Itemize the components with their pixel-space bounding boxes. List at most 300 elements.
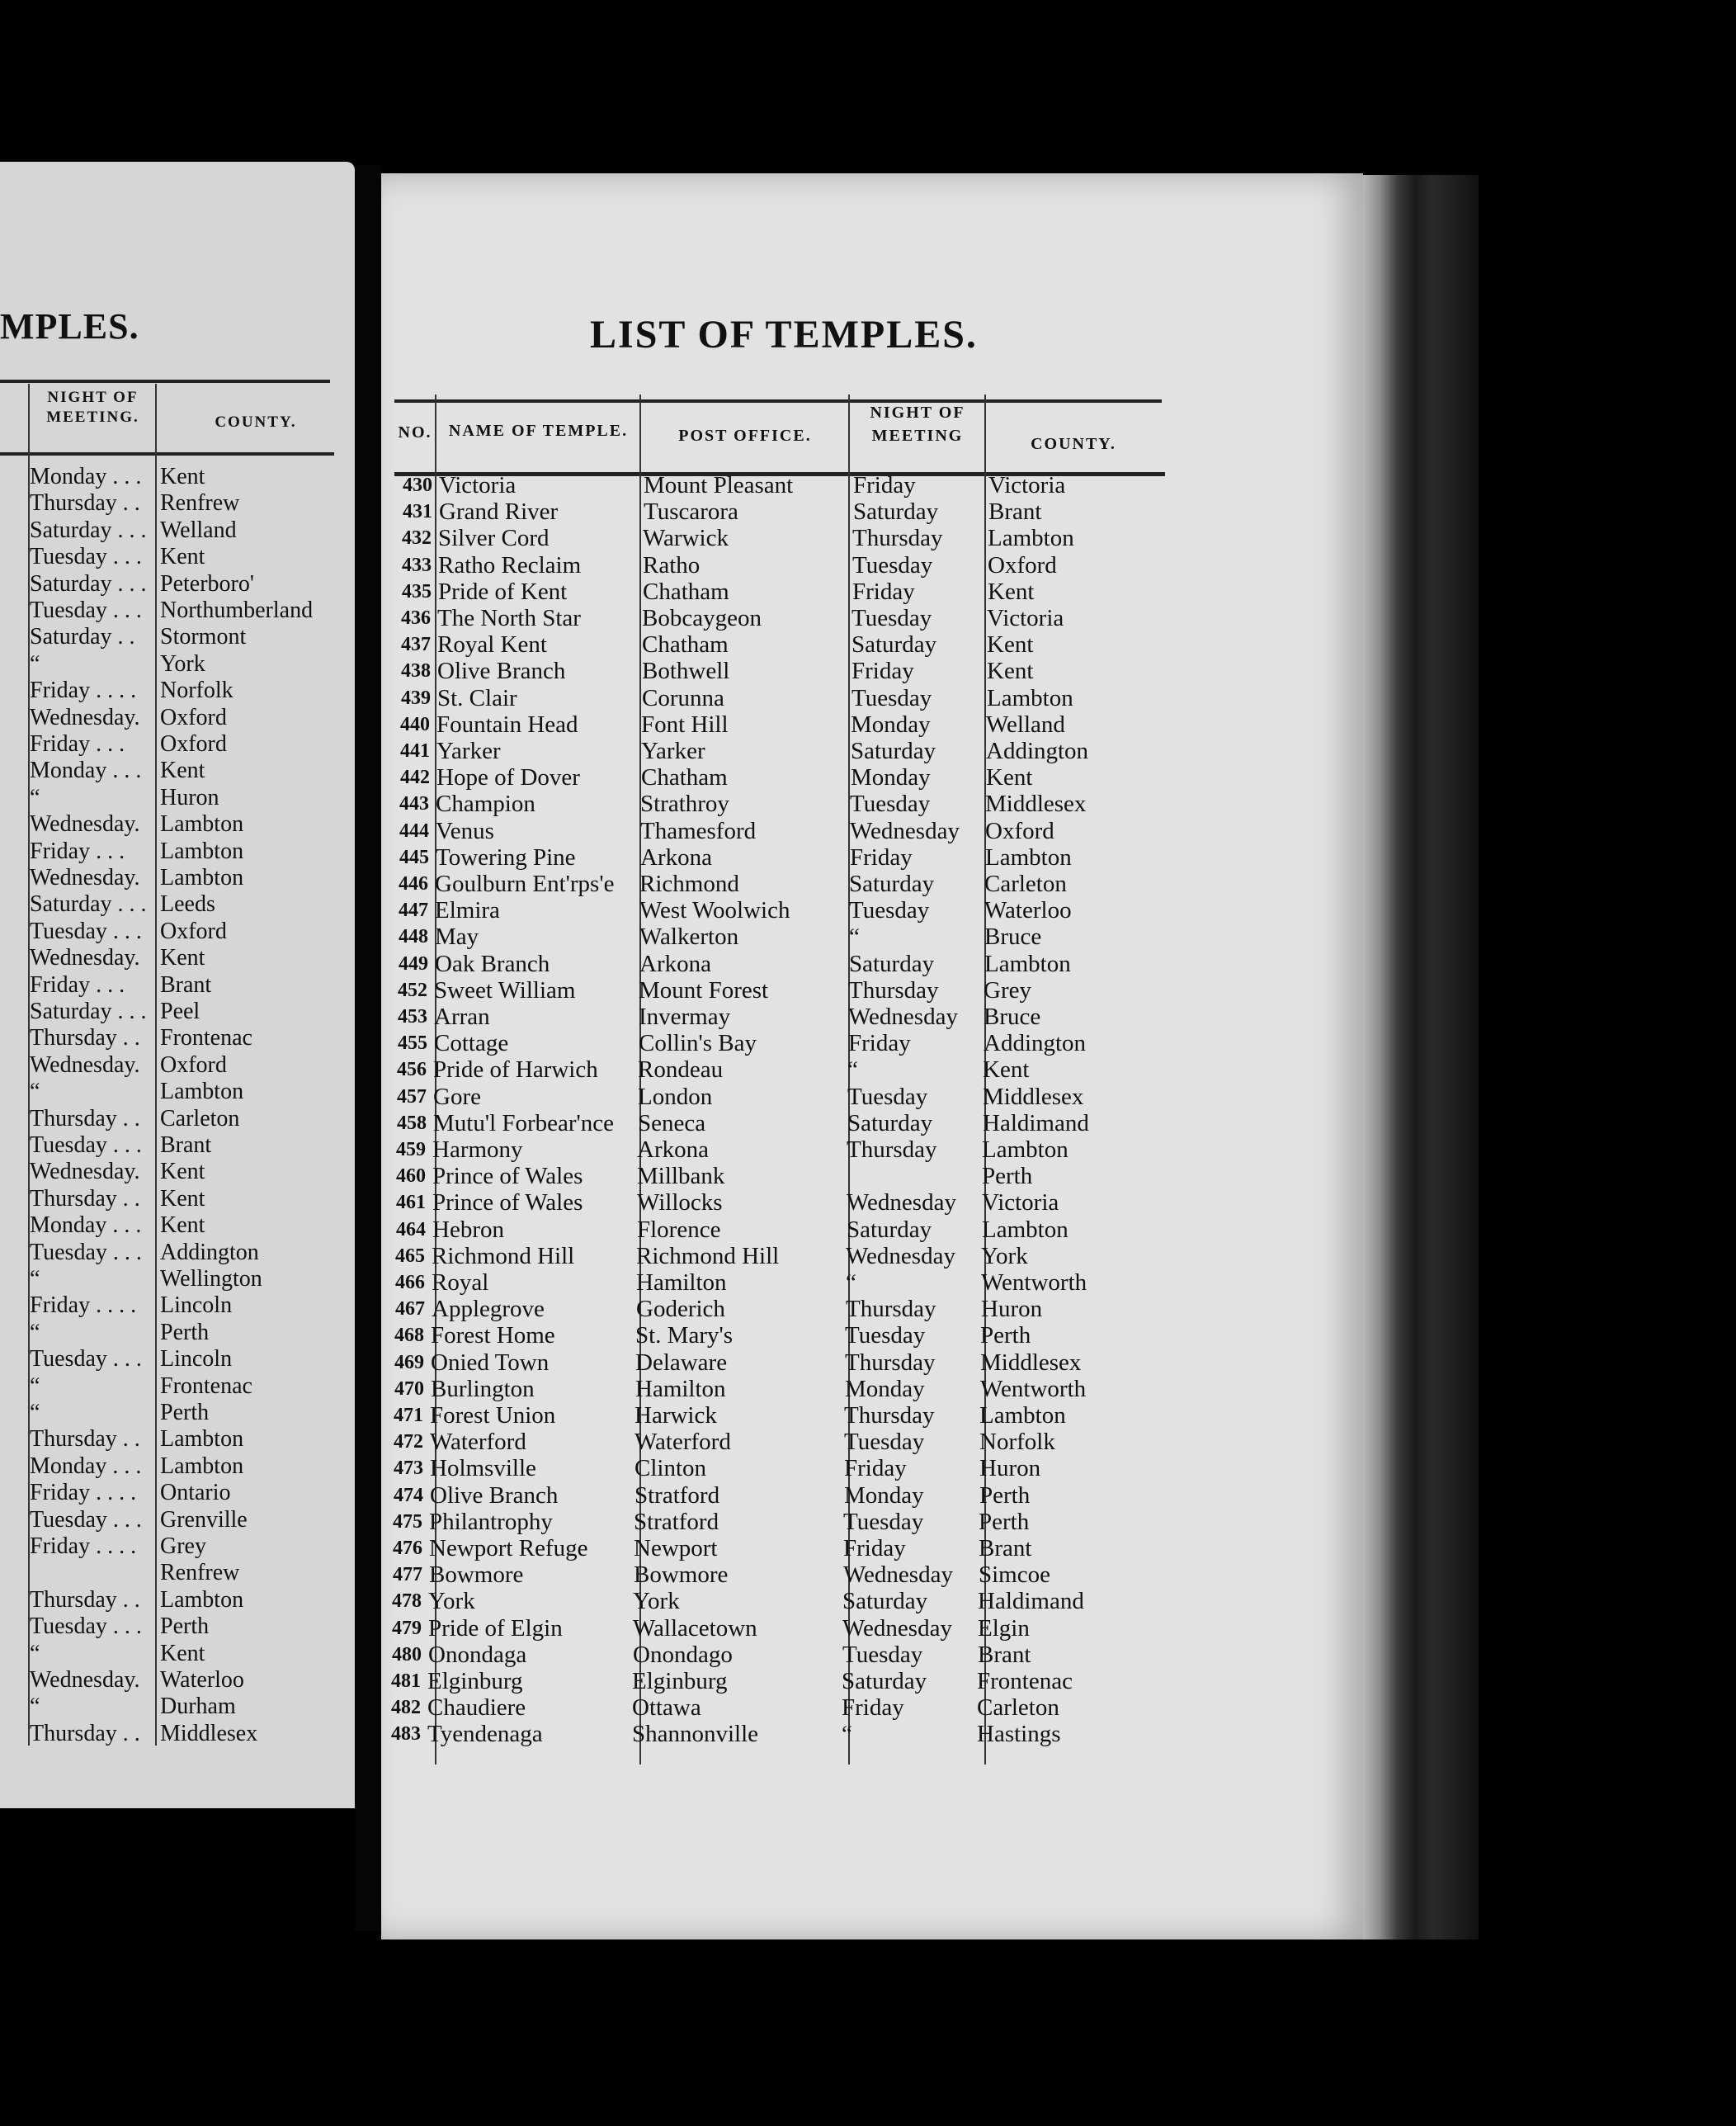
post-office: Richmond Hill (636, 1242, 780, 1269)
left-night-cell: “ (30, 1694, 40, 1720)
post-office: Font Hill (641, 711, 729, 738)
county: Victoria (987, 605, 1064, 631)
county: Brant (979, 1535, 1032, 1561)
post-office: Chatham (642, 631, 729, 659)
post-office: St. Mary's (635, 1322, 734, 1349)
temple-number: 461 (396, 1192, 426, 1214)
left-county-cell: Grenville (160, 1506, 248, 1533)
left-header-county: COUNTY. (215, 413, 297, 431)
left-county-cell: Lambton (160, 811, 244, 838)
county: Wentworth (980, 1375, 1087, 1402)
temple-name: St. Clair (437, 684, 517, 711)
left-county-cell: Peterboro' (160, 570, 254, 597)
left-table-top-rule (0, 380, 330, 383)
temple-number: 474 (394, 1484, 423, 1506)
left-county-cell: Lambton (160, 838, 244, 864)
county: Carleton (984, 871, 1067, 897)
night-of-meeting: Saturday (849, 871, 935, 897)
left-county-cell: Kent (160, 758, 205, 784)
left-night-cell: “ (30, 1400, 40, 1425)
temple-name: Pride of Harwich (433, 1056, 598, 1084)
temple-number: 439 (401, 687, 431, 709)
left-night-cell: Tuesday . . . (30, 598, 142, 623)
left-night-cell: Saturday . . . (30, 570, 147, 597)
temple-number: 436 (401, 607, 431, 629)
left-night-cell: Thursday . . (30, 1185, 140, 1212)
left-county-cell: Lambton (160, 865, 244, 891)
post-office: Arkona (640, 843, 712, 871)
post-office: Rondeau (638, 1056, 724, 1084)
night-of-meeting: “ (842, 1721, 852, 1748)
temple-name: Elmira (435, 897, 500, 924)
temple-number: 438 (401, 660, 431, 683)
left-night-cell: “ (30, 1372, 40, 1399)
temple-name: Royal (432, 1269, 489, 1296)
left-county-cell: Oxford (160, 731, 227, 757)
night-of-meeting: Tuesday (843, 1508, 924, 1535)
temple-number: 471 (394, 1405, 423, 1426)
left-night-cell: Wednesday. (30, 945, 140, 971)
temple-name: The North Star (437, 605, 581, 631)
left-county-cell: Frontenac (160, 1025, 252, 1051)
temple-number: 476 (393, 1538, 422, 1559)
left-night-cell: Tuesday . . . (30, 1506, 142, 1533)
temple-name: Prince of Wales (432, 1163, 583, 1190)
county: Lambton (982, 1216, 1068, 1243)
post-office: Mount Pleasant (644, 472, 794, 498)
county: Hastings (977, 1721, 1061, 1748)
post-office: Waterford (634, 1429, 731, 1456)
left-county-cell: Kent (160, 1185, 205, 1212)
temple-name: Venus (436, 817, 494, 844)
post-office: Shannonville (632, 1721, 759, 1748)
county: York (981, 1242, 1028, 1269)
left-county-cell: Ontario (160, 1480, 231, 1506)
left-county-cell: Oxford (160, 1051, 227, 1078)
county: Grey (984, 976, 1031, 1004)
temple-number: 468 (394, 1325, 424, 1347)
temple-name: Richmond Hill (432, 1242, 575, 1269)
post-office: London (638, 1083, 713, 1110)
night-of-meeting: Tuesday (849, 897, 930, 924)
post-office: Bobcaygeon (642, 605, 762, 631)
night-of-meeting: Tuesday (845, 1322, 926, 1349)
left-county-cell: Wellington (160, 1266, 262, 1292)
night-of-meeting: Wednesday (842, 1614, 952, 1642)
temple-name: Pride of Elgin (428, 1614, 563, 1642)
night-of-meeting: “ (846, 1269, 856, 1296)
post-office: Walkerton (639, 924, 739, 951)
left-county-cell: Renfrew (160, 1560, 240, 1586)
temple-name: Royal Kent (437, 631, 547, 659)
county: Brant (978, 1641, 1031, 1668)
night-of-meeting: “ (847, 1056, 858, 1084)
night-of-meeting: Saturday (851, 738, 936, 764)
night-of-meeting: Monday (845, 1375, 925, 1402)
county: Lambton (985, 843, 1072, 871)
post-office: Strathroy (640, 791, 729, 818)
left-county-cell: Kent (160, 1640, 205, 1666)
temple-number: 466 (395, 1272, 425, 1293)
county: Huron (979, 1455, 1041, 1482)
left-night-cell: Tuesday . . . (30, 544, 142, 570)
temple-name: Cottage (434, 1030, 509, 1057)
night-of-meeting: Saturday (847, 1216, 932, 1243)
night-of-meeting: Saturday (849, 950, 935, 977)
temple-name: Mutu'l Forbear'nce (433, 1109, 615, 1136)
temple-name: Towering Pine (436, 843, 576, 871)
temple-number: 431 (403, 501, 432, 523)
temple-number: 459 (396, 1139, 426, 1160)
left-county-cell: Renfrew (160, 490, 240, 517)
temple-name: Philantrophy (429, 1508, 553, 1535)
night-of-meeting: Saturday (851, 631, 937, 659)
page-title: LIST OF TEMPLES. (590, 313, 978, 357)
left-county-cell: Addington (160, 1239, 259, 1265)
night-of-meeting: Friday (850, 843, 913, 871)
county: Lambton (984, 950, 1071, 977)
county: Bruce (984, 1004, 1041, 1030)
left-night-cell: Thursday . . (30, 1105, 140, 1132)
temple-name: Tyendenaga (427, 1721, 543, 1748)
county: Kent (986, 764, 1033, 791)
night-of-meeting: “ (849, 924, 860, 951)
night-of-meeting: Monday (851, 711, 931, 738)
left-night-cell: “ (30, 1079, 40, 1105)
temple-number: 472 (394, 1431, 423, 1453)
left-night-cell: Friday . . . (30, 731, 125, 757)
temple-name: Applegrove (432, 1296, 545, 1323)
left-table-header-rule (0, 452, 334, 456)
county: Kent (988, 578, 1035, 605)
temple-number: 478 (392, 1590, 422, 1613)
left-county-cell: Oxford (160, 704, 227, 730)
night-of-meeting: Friday (851, 658, 914, 685)
post-office: Millbank (637, 1163, 725, 1190)
left-county-cell: Kent (160, 544, 205, 570)
temple-name: Olive Branch (430, 1481, 559, 1509)
county: Simcoe (979, 1561, 1050, 1589)
header-name: NAME OF TEMPLE. (448, 422, 629, 440)
night-of-meeting: Thursday (848, 976, 939, 1004)
post-office: Collin's Bay (639, 1030, 757, 1057)
county: Kent (987, 631, 1034, 659)
left-night-cell: Friday . . . . (30, 1480, 137, 1506)
left-county-cell: Norfolk (160, 678, 234, 704)
county: Wentworth (981, 1269, 1087, 1296)
left-night-cell: Friday . . . . (30, 1533, 137, 1559)
night-of-meeting: Monday (844, 1481, 924, 1509)
county: Lambton (988, 525, 1074, 552)
night-of-meeting: Thursday (847, 1136, 937, 1163)
left-night-cell: Monday . . . (30, 464, 142, 489)
left-county-cell: Kent (160, 945, 205, 971)
left-night-cell: Wednesday. (30, 1667, 140, 1693)
left-night-cell: Tuesday . . . (30, 918, 142, 944)
temple-number: 447 (399, 900, 428, 922)
left-column-rule (155, 384, 157, 1746)
left-night-cell: “ (30, 1640, 40, 1666)
left-night-cell: Wednesday. (30, 865, 140, 891)
post-office: Bothwell (642, 658, 730, 685)
left-night-cell: Wednesday. (30, 811, 140, 838)
left-county-cell: Northumberland (160, 598, 314, 623)
temple-name: Burlington (431, 1375, 535, 1402)
left-county-cell: Brant (160, 1132, 212, 1158)
left-county-cell: Lincoln (160, 1292, 233, 1319)
temple-name: Bowmore (429, 1561, 524, 1589)
left-night-cell: Thursday . . (30, 1025, 140, 1051)
temple-number: 460 (396, 1165, 426, 1188)
night-of-meeting: Monday (851, 764, 931, 791)
temple-name: Arran (434, 1004, 490, 1030)
left-county-cell: Perth (160, 1319, 210, 1345)
left-night-cell: Tuesday . . . (30, 1346, 142, 1372)
temple-name: Sweet William (434, 976, 576, 1004)
temple-name: Victoria (439, 472, 517, 498)
county: Frontenac (977, 1668, 1073, 1694)
temple-name: York (428, 1588, 475, 1615)
temple-number: 435 (402, 580, 432, 602)
temple-name: Holmsville (430, 1455, 536, 1482)
left-night-cell: Saturday . . . (30, 517, 147, 543)
temple-name: Goulburn Ent'rps'e (435, 871, 615, 897)
post-office: Thamesford (640, 817, 757, 844)
temple-name: Onondaga (428, 1641, 527, 1668)
left-county-cell: Peel (160, 999, 200, 1024)
temple-number: 475 (393, 1510, 422, 1533)
post-office: Seneca (638, 1109, 706, 1136)
post-office: Willocks (637, 1189, 723, 1217)
left-night-cell: Friday . . . (30, 838, 125, 864)
temple-name: Silver Cord (438, 525, 550, 552)
temple-number: 482 (391, 1697, 421, 1719)
left-county-cell: Lambton (160, 1079, 244, 1105)
left-night-cell: Wednesday. (30, 1051, 140, 1078)
night-of-meeting: Thursday (852, 525, 943, 552)
left-night-cell: Tuesday . . . (30, 1613, 142, 1640)
post-office: Arkona (639, 950, 711, 977)
post-office: Florence (637, 1216, 721, 1243)
post-office: Stratford (634, 1508, 719, 1535)
night-of-meeting: Saturday (847, 1109, 933, 1136)
left-county-cell: Welland (160, 517, 237, 543)
night-of-meeting: Thursday (846, 1296, 936, 1323)
post-office: Hamilton (635, 1375, 726, 1402)
county: Haldimand (978, 1588, 1084, 1615)
temple-number: 456 (397, 1059, 427, 1081)
left-night-cell: Tuesday . . . (30, 1132, 142, 1158)
temple-number: 481 (391, 1670, 421, 1692)
county: Lambton (987, 684, 1073, 711)
temple-number: 477 (393, 1564, 422, 1586)
post-office: Newport (634, 1535, 718, 1561)
temple-number: 458 (397, 1112, 427, 1134)
temple-number: 473 (394, 1457, 423, 1480)
post-office: Chatham (643, 578, 729, 605)
night-of-meeting: Wednesday (848, 1004, 958, 1030)
night-of-meeting: Saturday (842, 1668, 927, 1694)
night-of-meeting: Saturday (853, 498, 939, 526)
night-of-meeting: Tuesday (851, 684, 932, 711)
post-office: Invermay (639, 1004, 731, 1030)
temple-name: Yarker (436, 738, 501, 764)
temple-number: 442 (400, 767, 430, 789)
post-office: Stratford (634, 1481, 720, 1509)
left-county-cell: Lincoln (160, 1346, 233, 1372)
temple-number: 480 (392, 1643, 422, 1665)
night-of-meeting: Wednesday (847, 1189, 956, 1217)
county: Oxford (988, 551, 1057, 579)
county: Carleton (977, 1694, 1059, 1722)
county: Welland (986, 711, 1065, 738)
left-night-cell: Thursday . . (30, 1426, 140, 1453)
county: Norfolk (979, 1429, 1055, 1456)
temple-number: 453 (398, 1006, 427, 1028)
night-of-meeting: Tuesday (850, 791, 931, 818)
temple-number: 433 (402, 554, 432, 576)
county: Perth (979, 1508, 1030, 1535)
left-night-cell: Saturday . . . (30, 999, 147, 1024)
county: Brant (988, 498, 1042, 526)
temple-name: Champion (436, 791, 535, 818)
night-of-meeting: Friday (843, 1535, 906, 1561)
temple-name: Olive Branch (437, 658, 566, 685)
left-county-cell: Brant (160, 971, 212, 998)
left-county-cell: Durham (160, 1694, 236, 1720)
night-of-meeting: Thursday (844, 1402, 935, 1429)
night-of-meeting: Friday (852, 578, 915, 605)
temple-name: Forest Home (431, 1322, 555, 1349)
left-county-cell: Frontenac (160, 1372, 252, 1399)
night-of-meeting: Saturday (842, 1588, 928, 1615)
post-office: Hamilton (636, 1269, 727, 1296)
post-office: Yarker (641, 738, 705, 764)
left-night-cell: Saturday . . . (30, 891, 147, 918)
county: Haldimand (983, 1109, 1089, 1136)
county: Waterloo (984, 897, 1072, 924)
header-night: NIGHT OF MEETING (870, 404, 965, 445)
post-office: Corunna (642, 684, 724, 711)
post-office: Mount Forest (639, 976, 769, 1004)
temple-name: Harmony (432, 1136, 523, 1163)
post-office: York (633, 1588, 680, 1615)
table-top-rule (394, 399, 1162, 403)
temple-number: 443 (399, 793, 429, 815)
post-office: Chatham (641, 764, 728, 791)
left-page-title: MPLES. (0, 306, 139, 347)
page-edge (1363, 175, 1479, 1939)
night-of-meeting: Friday (848, 1030, 911, 1057)
county: Perth (982, 1163, 1033, 1190)
left-night-cell: “ (30, 650, 40, 677)
post-office: Harwick (634, 1402, 717, 1429)
temple-number: 440 (400, 713, 430, 735)
left-county-cell: Stormont (160, 624, 247, 650)
temple-number: 483 (391, 1723, 421, 1746)
left-county-cell: Kent (160, 464, 205, 489)
county: Elgin (978, 1614, 1030, 1642)
temple-number: 437 (401, 634, 431, 656)
county: Victoria (988, 472, 1066, 498)
night-of-meeting: Friday (853, 472, 916, 498)
left-night-cell: Monday . . . (30, 758, 142, 784)
left-county-cell: York (160, 650, 205, 677)
post-office: West Woolwich (639, 897, 790, 924)
left-night-cell: Monday . . . (30, 1453, 142, 1479)
temple-number: 479 (392, 1617, 422, 1639)
left-night-cell: Saturday . . (30, 624, 135, 650)
left-night-cell: Friday . . . (30, 971, 125, 998)
book-gutter (355, 165, 381, 1931)
post-office: Richmond (639, 871, 739, 897)
left-night-cell: “ (30, 784, 40, 810)
left-county-cell: Perth (160, 1400, 210, 1425)
temple-name: Onied Town (431, 1349, 550, 1376)
post-office: Delaware (635, 1349, 728, 1376)
left-night-cell: Thursday . . (30, 1720, 140, 1746)
county: Middlesex (985, 791, 1087, 818)
county: Victoria (982, 1189, 1059, 1217)
night-of-meeting: Tuesday (842, 1641, 923, 1668)
temple-name: Waterford (430, 1429, 526, 1456)
left-night-cell: Thursday . . (30, 1586, 140, 1613)
post-office: Warwick (643, 525, 729, 552)
temple-number: 449 (399, 952, 428, 975)
night-of-meeting: Wednesday (850, 817, 960, 844)
left-county-cell: Carleton (160, 1105, 240, 1132)
post-office: Elginburg (632, 1668, 728, 1694)
left-night-cell: Wednesday. (30, 704, 140, 730)
county: Lambton (979, 1402, 1066, 1429)
night-of-meeting: Thursday (845, 1349, 936, 1376)
county: Middlesex (983, 1083, 1084, 1110)
temple-name: Elginburg (427, 1668, 523, 1694)
county: Addington (986, 738, 1089, 764)
left-county-cell: Huron (160, 784, 219, 810)
county: Kent (983, 1056, 1030, 1084)
county: Lambton (982, 1136, 1068, 1163)
left-header-night: NIGHT OF MEETING. (46, 389, 139, 426)
left-county-cell: Perth (160, 1613, 210, 1640)
night-of-meeting: Wednesday (843, 1561, 953, 1589)
post-office: Tuscarora (644, 498, 738, 526)
post-office: Ratho (643, 551, 701, 579)
temple-name: Chaudiere (427, 1694, 526, 1722)
left-county-cell: Lambton (160, 1586, 244, 1613)
post-office: Wallacetown (633, 1614, 757, 1642)
temple-number: 448 (399, 926, 428, 948)
left-county-cell: Lambton (160, 1453, 244, 1479)
temple-name: Hope of Dover (436, 764, 580, 791)
temple-name: Prince of Wales (432, 1189, 583, 1217)
temple-number: 465 (395, 1245, 425, 1267)
temple-name: Grand River (439, 498, 559, 526)
temple-number: 455 (398, 1032, 427, 1055)
temple-number: 457 (397, 1085, 427, 1108)
temple-number: 445 (399, 846, 429, 868)
post-office: Arkona (637, 1136, 709, 1163)
temple-name: Newport Refuge (429, 1535, 588, 1561)
temple-number: 452 (398, 979, 427, 1001)
left-county-cell: Oxford (160, 918, 227, 944)
temple-number: 470 (394, 1377, 424, 1400)
header-county: COUNTY. (1031, 435, 1116, 453)
temple-name: Gore (433, 1083, 481, 1110)
left-county-cell: Leeds (160, 891, 215, 918)
left-county-cell: Grey (160, 1533, 206, 1559)
night-of-meeting: Wednesday (846, 1242, 955, 1269)
